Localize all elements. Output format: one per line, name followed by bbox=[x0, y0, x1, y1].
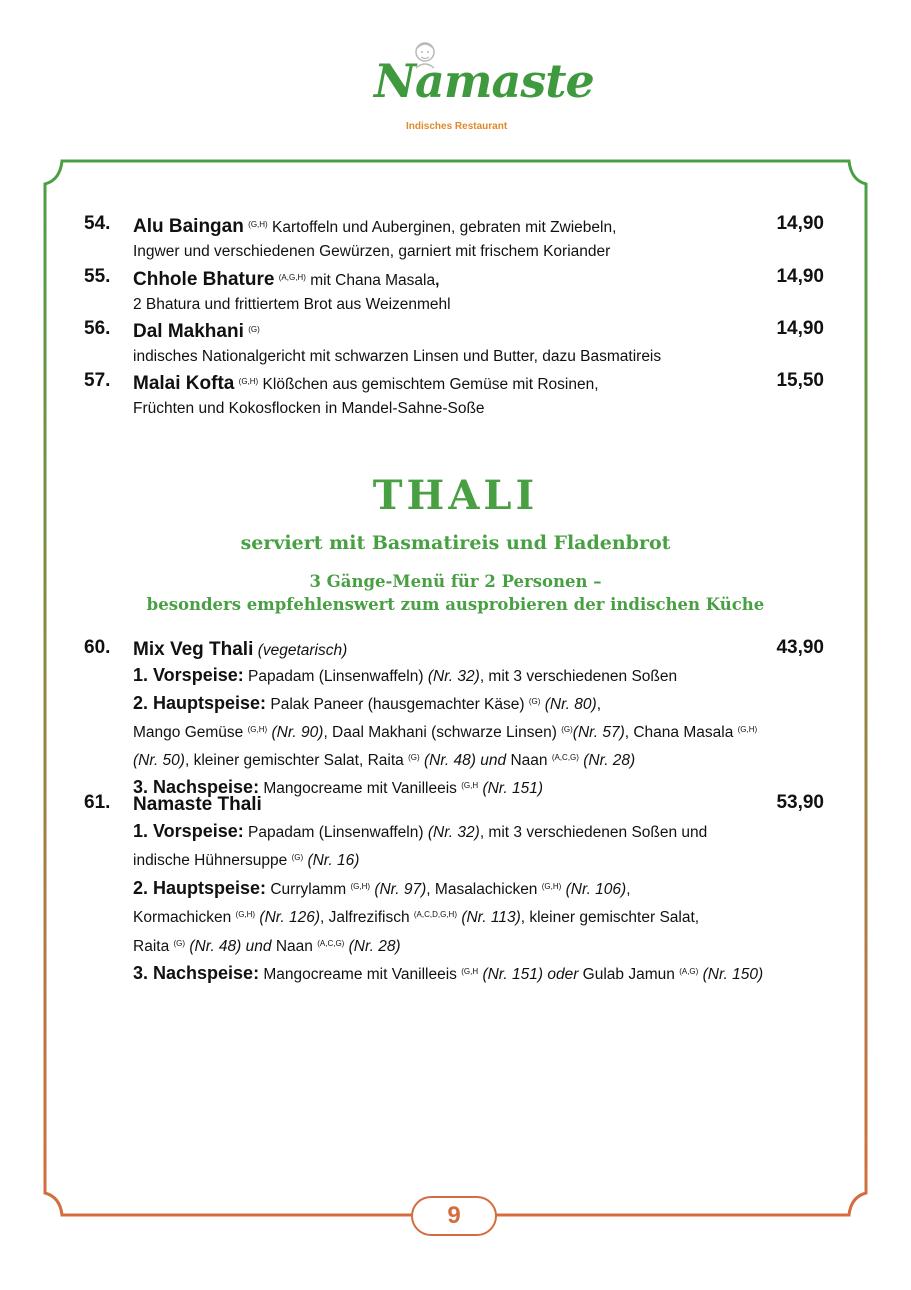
item-name: Malai Kofta bbox=[133, 373, 235, 394]
menu-item-60 bbox=[84, 637, 824, 801]
course-text: Mango Gemüse bbox=[133, 724, 244, 741]
item-number: 54. bbox=[84, 213, 111, 234]
menu-reference: (Nr. 151) bbox=[482, 966, 544, 983]
section-title: THALI bbox=[372, 472, 539, 519]
course-text: Naan bbox=[275, 937, 313, 955]
menu-reference: (Nr. 28) bbox=[583, 752, 636, 769]
course-text: , Daal Makhani (schwarze Linsen) bbox=[323, 724, 557, 741]
course-text: Kormachicken bbox=[133, 909, 232, 926]
course-text: Raita bbox=[133, 937, 170, 955]
section-note-line-2: besonders empfehlenswert zum ausprobieren der indischen Küche bbox=[146, 595, 765, 614]
allergen-codes: (G) bbox=[561, 725, 573, 734]
item-number: 57. bbox=[84, 370, 111, 391]
item-name: Chhole Bhature bbox=[133, 269, 275, 290]
course-label: 3. Nachspeise: bbox=[133, 963, 260, 983]
course-text: , Masalachicken bbox=[426, 880, 538, 898]
allergen-codes: (G,H) bbox=[350, 881, 371, 891]
allergen-codes: (G,H) bbox=[235, 910, 256, 919]
item-price: 14,90 bbox=[776, 213, 824, 234]
menu-item-55 bbox=[84, 266, 824, 317]
allergen-codes: (G,H) bbox=[541, 881, 562, 891]
allergen-codes: (A,C,D,G,H) bbox=[413, 910, 457, 919]
item-name: Alu Baingan bbox=[133, 216, 244, 237]
allergen-codes: (G,H) bbox=[238, 377, 259, 386]
menu-reference: (Nr. 126) bbox=[259, 909, 320, 926]
item-price: 15,50 bbox=[776, 370, 824, 391]
allergen-codes: (G,H) bbox=[248, 220, 268, 229]
item-description: indisches Nationalgericht mit schwarzen Linsen und Butter, dazu Basmatireis bbox=[133, 348, 662, 365]
course-text: Papadam (Linsenwaffeln) bbox=[248, 668, 424, 685]
item-number: 61. bbox=[84, 792, 111, 813]
menu-reference: (Nr. 80) bbox=[544, 696, 597, 713]
logo-wordmark: Namaste bbox=[374, 54, 594, 108]
course-label: 2. Hauptspeise: bbox=[133, 877, 267, 898]
section-note-line-1: 3 Gänge-Menü für 2 Personen – bbox=[309, 572, 602, 591]
menu-reference: (Nr. 90) bbox=[271, 724, 324, 741]
conjunction: oder bbox=[547, 966, 579, 983]
item-price: 53,90 bbox=[776, 792, 824, 813]
logo-subtitle: Indisches Restaurant bbox=[406, 121, 508, 132]
page-number: 9 bbox=[411, 1196, 497, 1236]
menu-reference: (Nr. 97) bbox=[374, 880, 427, 898]
course-text: , mit 3 verschiedenen Soßen bbox=[479, 668, 678, 685]
menu-item-54 bbox=[84, 213, 824, 264]
course-text: Naan bbox=[510, 752, 548, 769]
menu-item-57 bbox=[84, 370, 824, 421]
course-text: , Jalfrezifisch bbox=[319, 909, 410, 926]
menu-item-56 bbox=[84, 318, 824, 369]
menu-reference: (Nr. 28) bbox=[348, 937, 401, 955]
allergen-codes: (A,G,H) bbox=[278, 273, 306, 282]
menu-reference: (Nr. 32) bbox=[427, 823, 480, 841]
allergen-codes: (A,G) bbox=[679, 967, 699, 976]
course-label: 1. Vorspeise: bbox=[133, 820, 244, 841]
menu-item-61 bbox=[84, 792, 824, 988]
conjunction: und bbox=[245, 937, 272, 955]
course-text: Currylamm bbox=[270, 880, 347, 898]
conjunction: und bbox=[480, 752, 507, 769]
menu-reference: (Nr. 57) bbox=[572, 724, 625, 741]
item-description: Kartoffeln und Auberginen, gebraten mit Zwiebeln, bbox=[272, 219, 617, 236]
course-text: , kleiner gemischter Salat, bbox=[520, 909, 700, 926]
allergen-codes: (G) bbox=[173, 938, 186, 948]
menu-reference: (Nr. 113) bbox=[461, 909, 521, 926]
course-text: , bbox=[626, 880, 631, 898]
item-name: Dal Makhani bbox=[133, 321, 244, 342]
restaurant-logo bbox=[370, 40, 594, 135]
allergen-codes: (A,C,G) bbox=[317, 938, 345, 948]
course-text: Mangocreame mit Vanilleeis bbox=[263, 966, 457, 983]
course-label: 1. Vorspeise: bbox=[133, 665, 244, 685]
section-subtitle: serviert mit Basmatireis und Fladenbrot bbox=[240, 532, 671, 554]
section-note bbox=[0, 570, 911, 616]
menu-reference: (Nr. 50) bbox=[133, 752, 185, 769]
item-description: mit Chana Masala bbox=[310, 272, 436, 289]
item-description: Ingwer und verschiedenen Gewürzen, garniert mit frischem Koriander bbox=[133, 243, 611, 260]
menu-reference: (Nr. 150) bbox=[702, 966, 764, 983]
item-description: Früchten und Kokosflocken in Mandel-Sahne-Soße bbox=[133, 400, 485, 417]
course-text: Gulab Jamun bbox=[582, 966, 675, 983]
allergen-codes: (G,H bbox=[461, 967, 479, 976]
menu-reference: (Nr. 16) bbox=[307, 852, 360, 869]
course-text: , Chana Masala bbox=[624, 724, 734, 741]
allergen-codes: (G) bbox=[408, 753, 420, 762]
menu-reference: (Nr. 106) bbox=[565, 880, 627, 898]
course-text: , bbox=[596, 696, 601, 713]
item-price: 14,90 bbox=[776, 318, 824, 339]
course-label: 3. Nachspeise: bbox=[133, 777, 260, 797]
allergen-codes: (A,C,G) bbox=[551, 753, 579, 762]
item-number: 55. bbox=[84, 266, 111, 287]
allergen-codes: (G,H) bbox=[247, 725, 268, 734]
menu-reference: (Nr. 48) bbox=[189, 937, 242, 955]
allergen-codes: (G,H) bbox=[737, 725, 758, 734]
course-text: , kleiner gemischter Salat, Raita bbox=[184, 752, 404, 769]
course-text: , mit 3 verschiedenen Soßen und bbox=[479, 823, 708, 841]
item-number: 56. bbox=[84, 318, 111, 339]
course-label: 2. Hauptspeise: bbox=[133, 693, 267, 713]
menu-reference: (Nr. 151) bbox=[482, 780, 544, 797]
item-description: Klößchen aus gemischtem Gemüse mit Rosinen, bbox=[262, 376, 599, 393]
item-price: 43,90 bbox=[776, 637, 824, 658]
course-text: indische Hühnersuppe bbox=[133, 852, 288, 869]
course-text: Mangocreame mit Vanilleeis bbox=[263, 780, 457, 797]
allergen-codes: (G) bbox=[528, 697, 541, 706]
allergen-codes: (G,H bbox=[461, 781, 479, 790]
description-comma: , bbox=[435, 272, 440, 289]
item-name: Namaste Thali bbox=[133, 794, 262, 815]
item-name: Mix Veg Thali bbox=[133, 639, 254, 660]
item-price: 14,90 bbox=[776, 266, 824, 287]
item-description: 2 Bhatura und frittiertem Brot aus Weizenmehl bbox=[133, 296, 451, 313]
item-number: 60. bbox=[84, 637, 111, 658]
menu-reference: (Nr. 32) bbox=[427, 668, 480, 685]
course-text: Palak Paneer (hausgemachter Käse) bbox=[270, 696, 525, 713]
course-text: Papadam (Linsenwaffeln) bbox=[248, 823, 424, 841]
menu-reference: (Nr. 48) bbox=[423, 752, 476, 769]
item-tag: (vegetarisch) bbox=[257, 642, 348, 659]
allergen-codes: (G) bbox=[248, 325, 260, 334]
allergen-codes: (G) bbox=[291, 853, 304, 862]
